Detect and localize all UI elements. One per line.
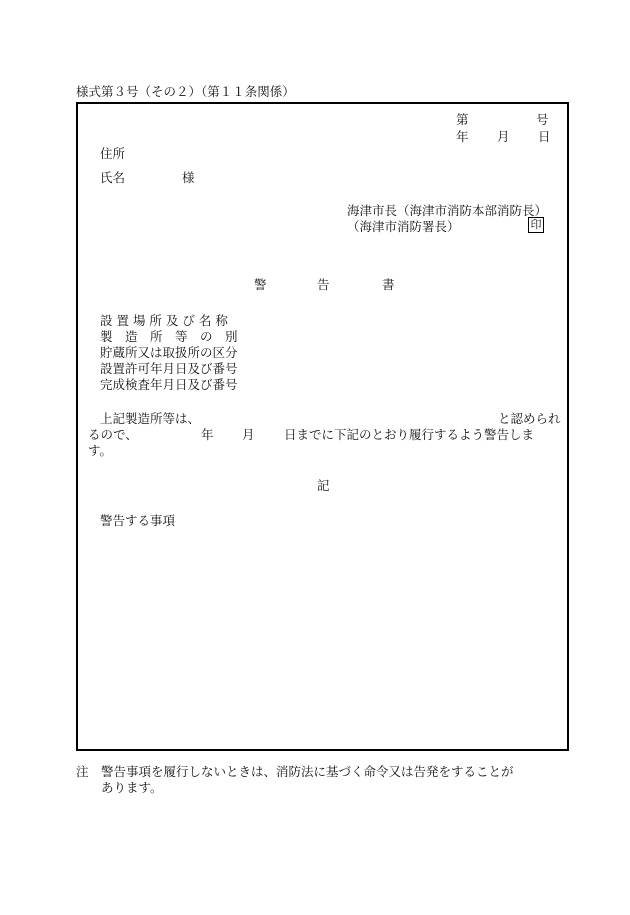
item-permit-date-number: 設置許可年月日及び番号 <box>100 361 238 376</box>
body-line1-start: 上記製造所等は、 <box>100 411 201 426</box>
address-label: 住所 <box>100 146 126 161</box>
date-year: 年 <box>456 129 469 144</box>
body-line2-end: 日までに下記のとおり履行するよう警告しま <box>284 427 535 442</box>
honorific: 様 <box>182 170 195 185</box>
body-line3: す。 <box>88 443 113 458</box>
doc-number-prefix: 第 <box>456 112 469 127</box>
warning-items-label: 警告する事項 <box>100 513 176 528</box>
body-line2-start: るので、 <box>88 427 138 442</box>
ki-heading: 記 <box>317 478 330 493</box>
issuer-line1: 海津市長（海津市消防本部消防長） <box>347 203 548 218</box>
body-line2-year: 年 <box>201 427 214 442</box>
date-month: 月 <box>497 129 510 144</box>
note-line1: 注 警告事項を履行しないときは、消防法に基づく命令又は告発をすることが <box>76 764 514 779</box>
title-char-2: 告 <box>317 277 330 292</box>
body-line2-month: 月 <box>242 427 255 442</box>
doc-number-suffix: 号 <box>536 112 549 127</box>
note-line2: あります。 <box>101 780 163 795</box>
form-label: 様式第３号（その２）（第１１条関係） <box>76 84 295 99</box>
body-line1-end: と認められ <box>498 411 561 426</box>
title-char-3: 書 <box>382 277 395 292</box>
seal-mark: 印 <box>528 217 544 233</box>
date-day: 日 <box>538 129 551 144</box>
item-facility-type: 製 造 所 等 の 別 <box>100 329 238 344</box>
item-storage-class: 貯蔵所又は取扱所の区分 <box>100 345 238 360</box>
item-inspection-date-number: 完成検査年月日及び番号 <box>100 377 238 392</box>
item-location-name: 設 置 場 所 及 び 名 称 <box>100 313 228 328</box>
name-label: 氏名 <box>100 170 126 185</box>
title-char-1: 警 <box>254 277 267 292</box>
issuer-line2: （海津市消防署長） <box>347 219 460 234</box>
